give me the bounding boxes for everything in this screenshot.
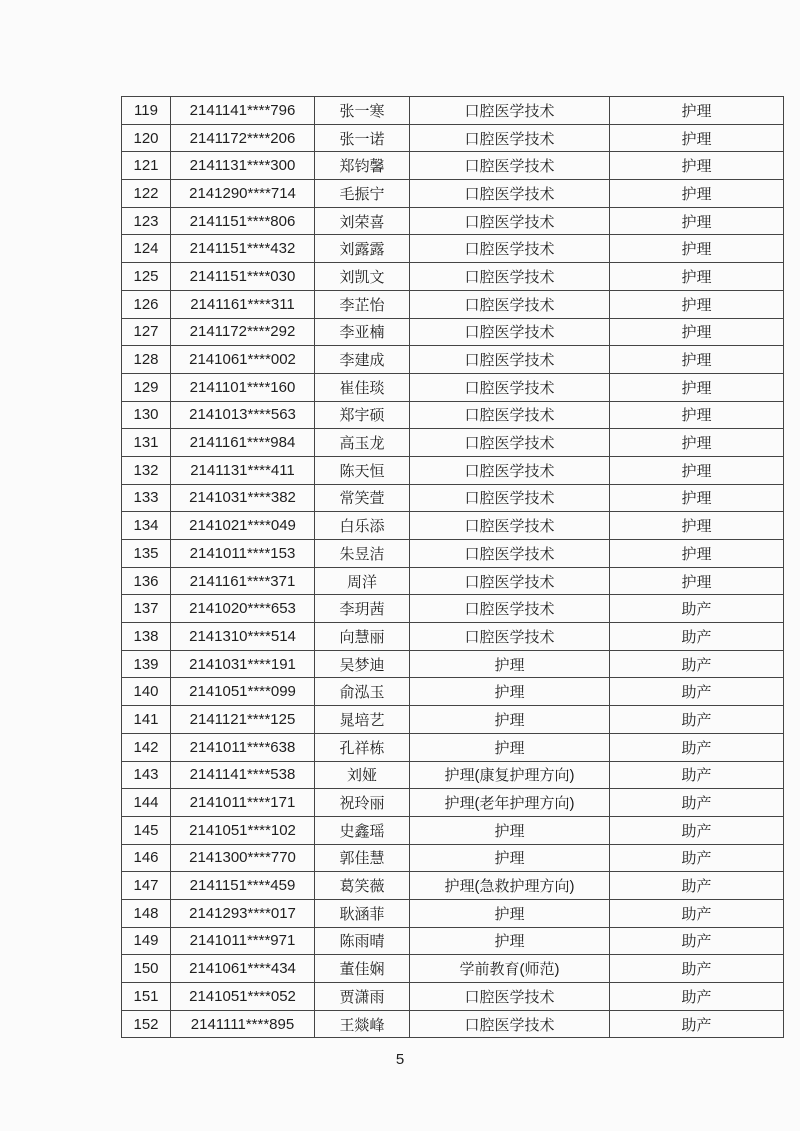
- cell-assigned-major: 助产: [610, 678, 784, 706]
- cell-assigned-major: 助产: [610, 844, 784, 872]
- cell-major: 口腔医学技术: [410, 318, 610, 346]
- table-row: [122, 844, 784, 872]
- table-row: [122, 872, 784, 900]
- table-row: [122, 955, 784, 983]
- cell-index: 122: [122, 180, 171, 208]
- table-row: [122, 207, 784, 235]
- cell-assigned-major: 护理: [610, 180, 784, 208]
- cell-index: 126: [122, 290, 171, 318]
- cell-assigned-major: 护理: [610, 401, 784, 429]
- cell-assigned-major: 护理: [610, 373, 784, 401]
- cell-name: 李亚楠: [315, 318, 410, 346]
- cell-index: 146: [122, 844, 171, 872]
- table-row: [122, 789, 784, 817]
- cell-major: 护理: [410, 650, 610, 678]
- cell-major: 口腔医学技术: [410, 512, 610, 540]
- cell-major: 口腔医学技术: [410, 290, 610, 318]
- cell-name: 白乐添: [315, 512, 410, 540]
- table-row: [122, 263, 784, 291]
- cell-index: 151: [122, 983, 171, 1011]
- cell-major: 口腔医学技术: [410, 429, 610, 457]
- cell-name: 郑宇硕: [315, 401, 410, 429]
- cell-name: 张一寒: [315, 97, 410, 125]
- cell-major: 口腔医学技术: [410, 97, 610, 125]
- cell-assigned-major: 护理: [610, 152, 784, 180]
- cell-name: 郭佳慧: [315, 844, 410, 872]
- cell-index: 125: [122, 263, 171, 291]
- cell-assigned-major: 助产: [610, 650, 784, 678]
- cell-name: 晁培艺: [315, 706, 410, 734]
- cell-major: 护理: [410, 706, 610, 734]
- cell-exam-id: 2141131****411: [171, 456, 315, 484]
- cell-exam-id: 2141293****017: [171, 899, 315, 927]
- cell-index: 127: [122, 318, 171, 346]
- cell-major: 口腔医学技术: [410, 124, 610, 152]
- cell-major: 护理: [410, 899, 610, 927]
- cell-exam-id: 2141161****311: [171, 290, 315, 318]
- table-row: [122, 595, 784, 623]
- cell-index: 145: [122, 816, 171, 844]
- cell-name: 朱昱洁: [315, 540, 410, 568]
- cell-index: 119: [122, 97, 171, 125]
- cell-assigned-major: 护理: [610, 540, 784, 568]
- cell-assigned-major: 助产: [610, 1010, 784, 1038]
- roster-body: [122, 97, 784, 1038]
- cell-index: 141: [122, 706, 171, 734]
- table-row: [122, 180, 784, 208]
- cell-assigned-major: 助产: [610, 623, 784, 651]
- cell-exam-id: 2141111****895: [171, 1010, 315, 1038]
- cell-index: 150: [122, 955, 171, 983]
- cell-exam-id: 2141300****770: [171, 844, 315, 872]
- table-row: [122, 235, 784, 263]
- cell-assigned-major: 护理: [610, 567, 784, 595]
- cell-assigned-major: 助产: [610, 872, 784, 900]
- cell-major: 口腔医学技术: [410, 180, 610, 208]
- cell-assigned-major: 护理: [610, 346, 784, 374]
- cell-major: 口腔医学技术: [410, 1010, 610, 1038]
- cell-name: 李建成: [315, 346, 410, 374]
- cell-assigned-major: 助产: [610, 983, 784, 1011]
- cell-exam-id: 2141131****300: [171, 152, 315, 180]
- cell-major: 学前教育(师范): [410, 955, 610, 983]
- cell-major: 口腔医学技术: [410, 484, 610, 512]
- cell-index: 123: [122, 207, 171, 235]
- table-row: [122, 97, 784, 125]
- cell-index: 124: [122, 235, 171, 263]
- cell-major: 护理: [410, 927, 610, 955]
- cell-assigned-major: 护理: [610, 207, 784, 235]
- cell-index: 144: [122, 789, 171, 817]
- cell-exam-id: 2141141****538: [171, 761, 315, 789]
- cell-index: 140: [122, 678, 171, 706]
- cell-name: 高玉龙: [315, 429, 410, 457]
- table-row: [122, 1010, 784, 1038]
- table-row: [122, 429, 784, 457]
- cell-major: 口腔医学技术: [410, 401, 610, 429]
- cell-name: 孔祥栋: [315, 733, 410, 761]
- cell-index: 147: [122, 872, 171, 900]
- cell-exam-id: 2141051****102: [171, 816, 315, 844]
- cell-name: 郑钧馨: [315, 152, 410, 180]
- cell-name: 李玥茜: [315, 595, 410, 623]
- cell-major: 口腔医学技术: [410, 152, 610, 180]
- cell-name: 张一诺: [315, 124, 410, 152]
- cell-exam-id: 2141310****514: [171, 623, 315, 651]
- cell-name: 刘荣喜: [315, 207, 410, 235]
- cell-name: 俞泓玉: [315, 678, 410, 706]
- table-row: [122, 290, 784, 318]
- cell-exam-id: 2141011****153: [171, 540, 315, 568]
- cell-exam-id: 2141061****434: [171, 955, 315, 983]
- table-row: [122, 899, 784, 927]
- cell-major: 护理: [410, 844, 610, 872]
- cell-assigned-major: 护理: [610, 235, 784, 263]
- cell-assigned-major: 护理: [610, 512, 784, 540]
- cell-name: 祝玲丽: [315, 789, 410, 817]
- cell-exam-id: 2141020****653: [171, 595, 315, 623]
- table-row: [122, 761, 784, 789]
- cell-major: 口腔医学技术: [410, 263, 610, 291]
- cell-major: 口腔医学技术: [410, 983, 610, 1011]
- cell-index: 129: [122, 373, 171, 401]
- cell-index: 128: [122, 346, 171, 374]
- cell-name: 刘娅: [315, 761, 410, 789]
- cell-exam-id: 2141031****191: [171, 650, 315, 678]
- cell-name: 李芷怡: [315, 290, 410, 318]
- table-row: [122, 540, 784, 568]
- cell-assigned-major: 助产: [610, 733, 784, 761]
- table-row: [122, 650, 784, 678]
- cell-exam-id: 2141121****125: [171, 706, 315, 734]
- cell-assigned-major: 护理: [610, 456, 784, 484]
- cell-name: 葛笑薇: [315, 872, 410, 900]
- cell-index: 132: [122, 456, 171, 484]
- table-row: [122, 401, 784, 429]
- cell-major: 口腔医学技术: [410, 567, 610, 595]
- cell-major: 护理(急救护理方向): [410, 872, 610, 900]
- cell-exam-id: 2141031****382: [171, 484, 315, 512]
- cell-exam-id: 2141151****806: [171, 207, 315, 235]
- cell-index: 136: [122, 567, 171, 595]
- table-row: [122, 152, 784, 180]
- table-row: [122, 678, 784, 706]
- cell-index: 130: [122, 401, 171, 429]
- cell-index: 139: [122, 650, 171, 678]
- cell-exam-id: 2141151****030: [171, 263, 315, 291]
- cell-exam-id: 2141290****714: [171, 180, 315, 208]
- cell-major: 护理: [410, 816, 610, 844]
- cell-name: 陈雨晴: [315, 927, 410, 955]
- cell-exam-id: 2141051****099: [171, 678, 315, 706]
- cell-major: 口腔医学技术: [410, 207, 610, 235]
- cell-assigned-major: 助产: [610, 595, 784, 623]
- cell-major: 口腔医学技术: [410, 373, 610, 401]
- table-row: [122, 816, 784, 844]
- table-row: [122, 983, 784, 1011]
- cell-assigned-major: 护理: [610, 484, 784, 512]
- cell-exam-id: 2141151****432: [171, 235, 315, 263]
- cell-index: 148: [122, 899, 171, 927]
- cell-major: 口腔医学技术: [410, 595, 610, 623]
- cell-assigned-major: 护理: [610, 263, 784, 291]
- table-row: [122, 124, 784, 152]
- cell-index: 134: [122, 512, 171, 540]
- cell-exam-id: 2141172****206: [171, 124, 315, 152]
- cell-major: 护理: [410, 733, 610, 761]
- table-row: [122, 512, 784, 540]
- cell-assigned-major: 护理: [610, 429, 784, 457]
- cell-assigned-major: 助产: [610, 899, 784, 927]
- cell-exam-id: 2141161****371: [171, 567, 315, 595]
- cell-assigned-major: 护理: [610, 318, 784, 346]
- cell-exam-id: 2141011****171: [171, 789, 315, 817]
- cell-assigned-major: 护理: [610, 97, 784, 125]
- cell-index: 149: [122, 927, 171, 955]
- cell-assigned-major: 助产: [610, 761, 784, 789]
- cell-index: 121: [122, 152, 171, 180]
- roster-table: [121, 96, 784, 1038]
- cell-name: 董佳娴: [315, 955, 410, 983]
- cell-exam-id: 2141021****049: [171, 512, 315, 540]
- table-row: [122, 706, 784, 734]
- table-row: [122, 484, 784, 512]
- cell-index: 120: [122, 124, 171, 152]
- cell-name: 崔佳琰: [315, 373, 410, 401]
- cell-assigned-major: 助产: [610, 789, 784, 817]
- cell-name: 耿涵菲: [315, 899, 410, 927]
- cell-major: 口腔医学技术: [410, 456, 610, 484]
- cell-major: 护理: [410, 678, 610, 706]
- page-number: 5: [395, 1051, 405, 1068]
- cell-major: 口腔医学技术: [410, 623, 610, 651]
- cell-name: 毛振宁: [315, 180, 410, 208]
- cell-name: 周洋: [315, 567, 410, 595]
- cell-exam-id: 2141061****002: [171, 346, 315, 374]
- cell-name: 刘露露: [315, 235, 410, 263]
- cell-assigned-major: 护理: [610, 290, 784, 318]
- cell-major: 口腔医学技术: [410, 346, 610, 374]
- cell-name: 向慧丽: [315, 623, 410, 651]
- table-row: [122, 456, 784, 484]
- cell-name: 史鑫瑶: [315, 816, 410, 844]
- cell-index: 142: [122, 733, 171, 761]
- cell-major: 口腔医学技术: [410, 540, 610, 568]
- cell-exam-id: 2141051****052: [171, 983, 315, 1011]
- cell-exam-id: 2141161****984: [171, 429, 315, 457]
- table-row: [122, 318, 784, 346]
- cell-index: 138: [122, 623, 171, 651]
- cell-exam-id: 2141101****160: [171, 373, 315, 401]
- cell-major: 护理(老年护理方向): [410, 789, 610, 817]
- cell-exam-id: 2141013****563: [171, 401, 315, 429]
- cell-index: 131: [122, 429, 171, 457]
- cell-exam-id: 2141011****971: [171, 927, 315, 955]
- cell-name: 陈天恒: [315, 456, 410, 484]
- cell-name: 贾潇雨: [315, 983, 410, 1011]
- table-row: [122, 373, 784, 401]
- cell-exam-id: 2141141****796: [171, 97, 315, 125]
- cell-index: 152: [122, 1010, 171, 1038]
- cell-index: 137: [122, 595, 171, 623]
- cell-index: 133: [122, 484, 171, 512]
- cell-exam-id: 2141151****459: [171, 872, 315, 900]
- cell-name: 王燚峰: [315, 1010, 410, 1038]
- cell-major: 护理(康复护理方向): [410, 761, 610, 789]
- cell-assigned-major: 护理: [610, 124, 784, 152]
- table-row: [122, 567, 784, 595]
- cell-index: 143: [122, 761, 171, 789]
- table-row: [122, 733, 784, 761]
- table-row: [122, 927, 784, 955]
- table-row: [122, 623, 784, 651]
- cell-exam-id: 2141172****292: [171, 318, 315, 346]
- table-row: [122, 346, 784, 374]
- cell-assigned-major: 助产: [610, 816, 784, 844]
- cell-name: 常笑萱: [315, 484, 410, 512]
- cell-name: 吴梦迪: [315, 650, 410, 678]
- cell-index: 135: [122, 540, 171, 568]
- cell-assigned-major: 助产: [610, 955, 784, 983]
- cell-exam-id: 2141011****638: [171, 733, 315, 761]
- cell-major: 口腔医学技术: [410, 235, 610, 263]
- cell-name: 刘凯文: [315, 263, 410, 291]
- cell-assigned-major: 助产: [610, 927, 784, 955]
- cell-assigned-major: 助产: [610, 706, 784, 734]
